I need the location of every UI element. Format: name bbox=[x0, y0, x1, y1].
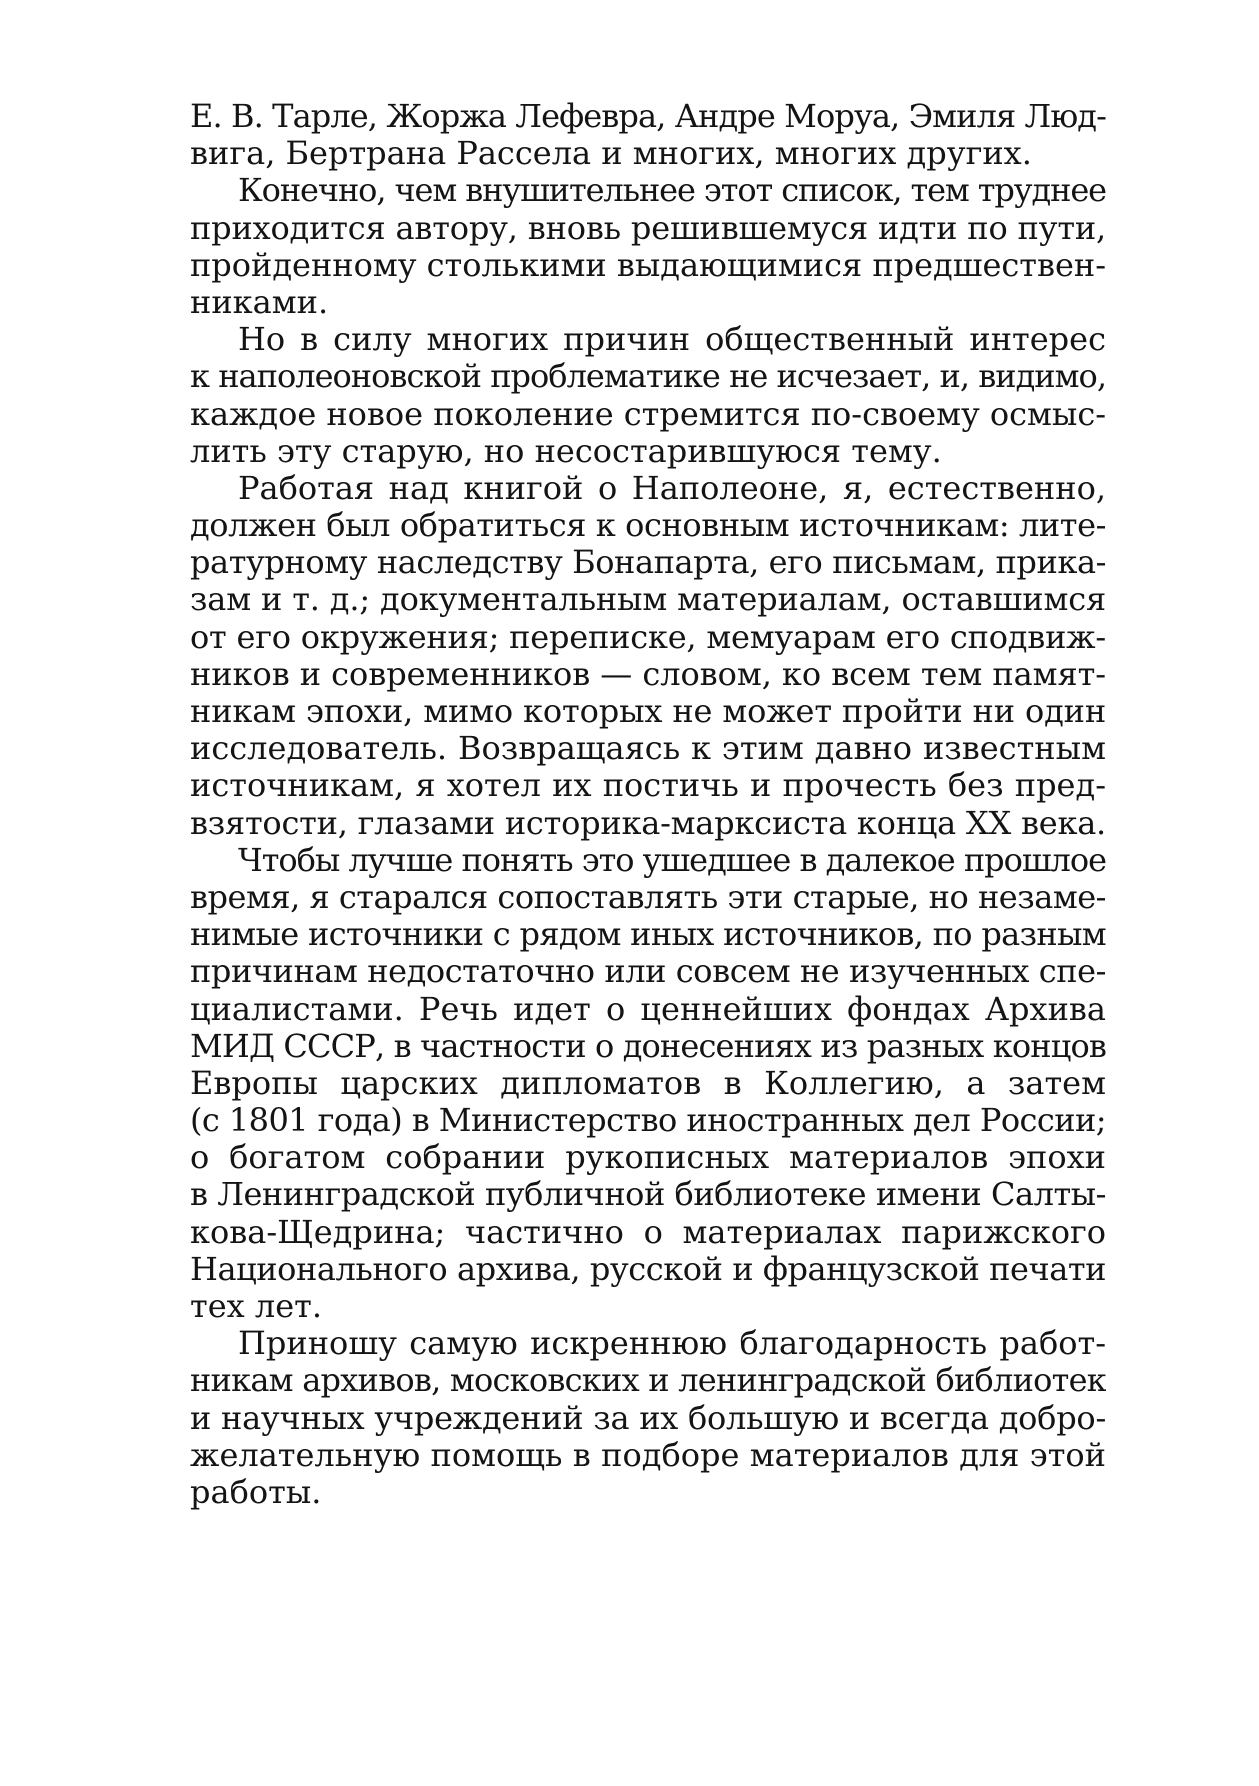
paragraph bbox=[190, 1325, 1106, 1511]
text-line: к наполеоновской проблематике не исчезает, и, видимо, bbox=[190, 358, 1106, 396]
paragraph bbox=[190, 470, 1106, 842]
text-line: должен был обратиться к основным источникам: лите- bbox=[190, 507, 1106, 545]
paragraph bbox=[190, 172, 1106, 321]
text-line: в Ленинградской публичной библиотеке имени Салты- bbox=[190, 1176, 1106, 1214]
text-line: Приношу самую искреннюю благодарность работ- bbox=[238, 1325, 1106, 1363]
text-line: Чтобы лучше понять это ушедшее в далекое прошлое bbox=[238, 841, 1106, 879]
text-line: (с 1801 года) в Министерство иностранных дел России; bbox=[190, 1102, 1106, 1140]
text-line: циалистами. Речь идет о ценнейших фондах Архива bbox=[190, 990, 1106, 1028]
body-text bbox=[190, 98, 1106, 1511]
text-line: никами. bbox=[190, 283, 329, 321]
text-line: никам эпохи, мимо которых не может пройти ни один bbox=[190, 693, 1106, 730]
text-line: лить эту старую, но несостарившуюся тему. bbox=[190, 432, 942, 470]
text-line: ратурному наследству Бонапарта, его письмам, прика- bbox=[190, 544, 1106, 582]
text-line: взятости, глазами историка-марксиста конца XX века. bbox=[190, 804, 1106, 842]
text-line: время, я старался сопоставлять эти старые, но незаме- bbox=[190, 878, 1106, 916]
text-line: Но в силу многих причин общественный интерес bbox=[238, 321, 1106, 359]
text-line: и научных учреждений за их большую и всегда добро- bbox=[190, 1399, 1106, 1437]
paragraph bbox=[190, 842, 1106, 1325]
text-line: причинам недостаточно или совсем не изученных спе- bbox=[190, 953, 1106, 991]
text-line: ников и современников — словом, ко всем тем памят- bbox=[190, 655, 1106, 693]
text-line: МИД СССР, в частности о донесениях из разных концов bbox=[190, 1027, 1106, 1065]
paragraph bbox=[190, 321, 1106, 470]
text-line: желательную помощь в подборе материалов для этой bbox=[190, 1436, 1106, 1474]
text-line: работы. bbox=[190, 1473, 322, 1511]
text-line: исследователь. Возвращаясь к этим давно известным bbox=[190, 730, 1106, 768]
text-line: пройденному столькими выдающимися предшествен- bbox=[190, 246, 1106, 284]
text-line: Работая над книгой о Наполеоне, я, естественно, bbox=[238, 469, 1106, 507]
paragraph bbox=[190, 98, 1106, 172]
text-line: Е. В. Тарле, Жоржа Лефевра, Андре Моруа, Эмиля Люд- bbox=[190, 98, 1106, 135]
text-line: о богатом собрании рукописных материалов эпохи bbox=[190, 1139, 1106, 1177]
text-line: Конечно, чем внушительнее этот список, тем труднее bbox=[238, 172, 1106, 210]
text-line: никам архивов, московских и ленинградской библиотек bbox=[190, 1362, 1106, 1400]
text-line: нимые источники с рядом иных источников, по разным bbox=[190, 916, 1106, 954]
text-line: зам и т. д.; документальным материалам, оставшимся bbox=[190, 581, 1106, 619]
text-line: вига, Бертрана Рассела и многих, многих других. bbox=[190, 135, 1032, 173]
text-line: Европы царских дипломатов в Коллегию, а затем bbox=[190, 1064, 1106, 1102]
text-line: Национального архива, русской и французской печати bbox=[190, 1250, 1106, 1288]
text-line: тех лет. bbox=[190, 1288, 322, 1325]
text-line: приходится автору, вновь решившемуся идти по пути, bbox=[190, 209, 1106, 247]
text-line: источникам, я хотел их постичь и прочесть без пред- bbox=[190, 767, 1106, 805]
text-line: каждое новое поколение стремится по-своему осмыс- bbox=[190, 395, 1106, 433]
text-line: кова-Щедрина; частично о материалах парижского bbox=[190, 1213, 1106, 1251]
text-line: от его окружения; переписке, мемуарам его сподвиж- bbox=[190, 618, 1106, 656]
